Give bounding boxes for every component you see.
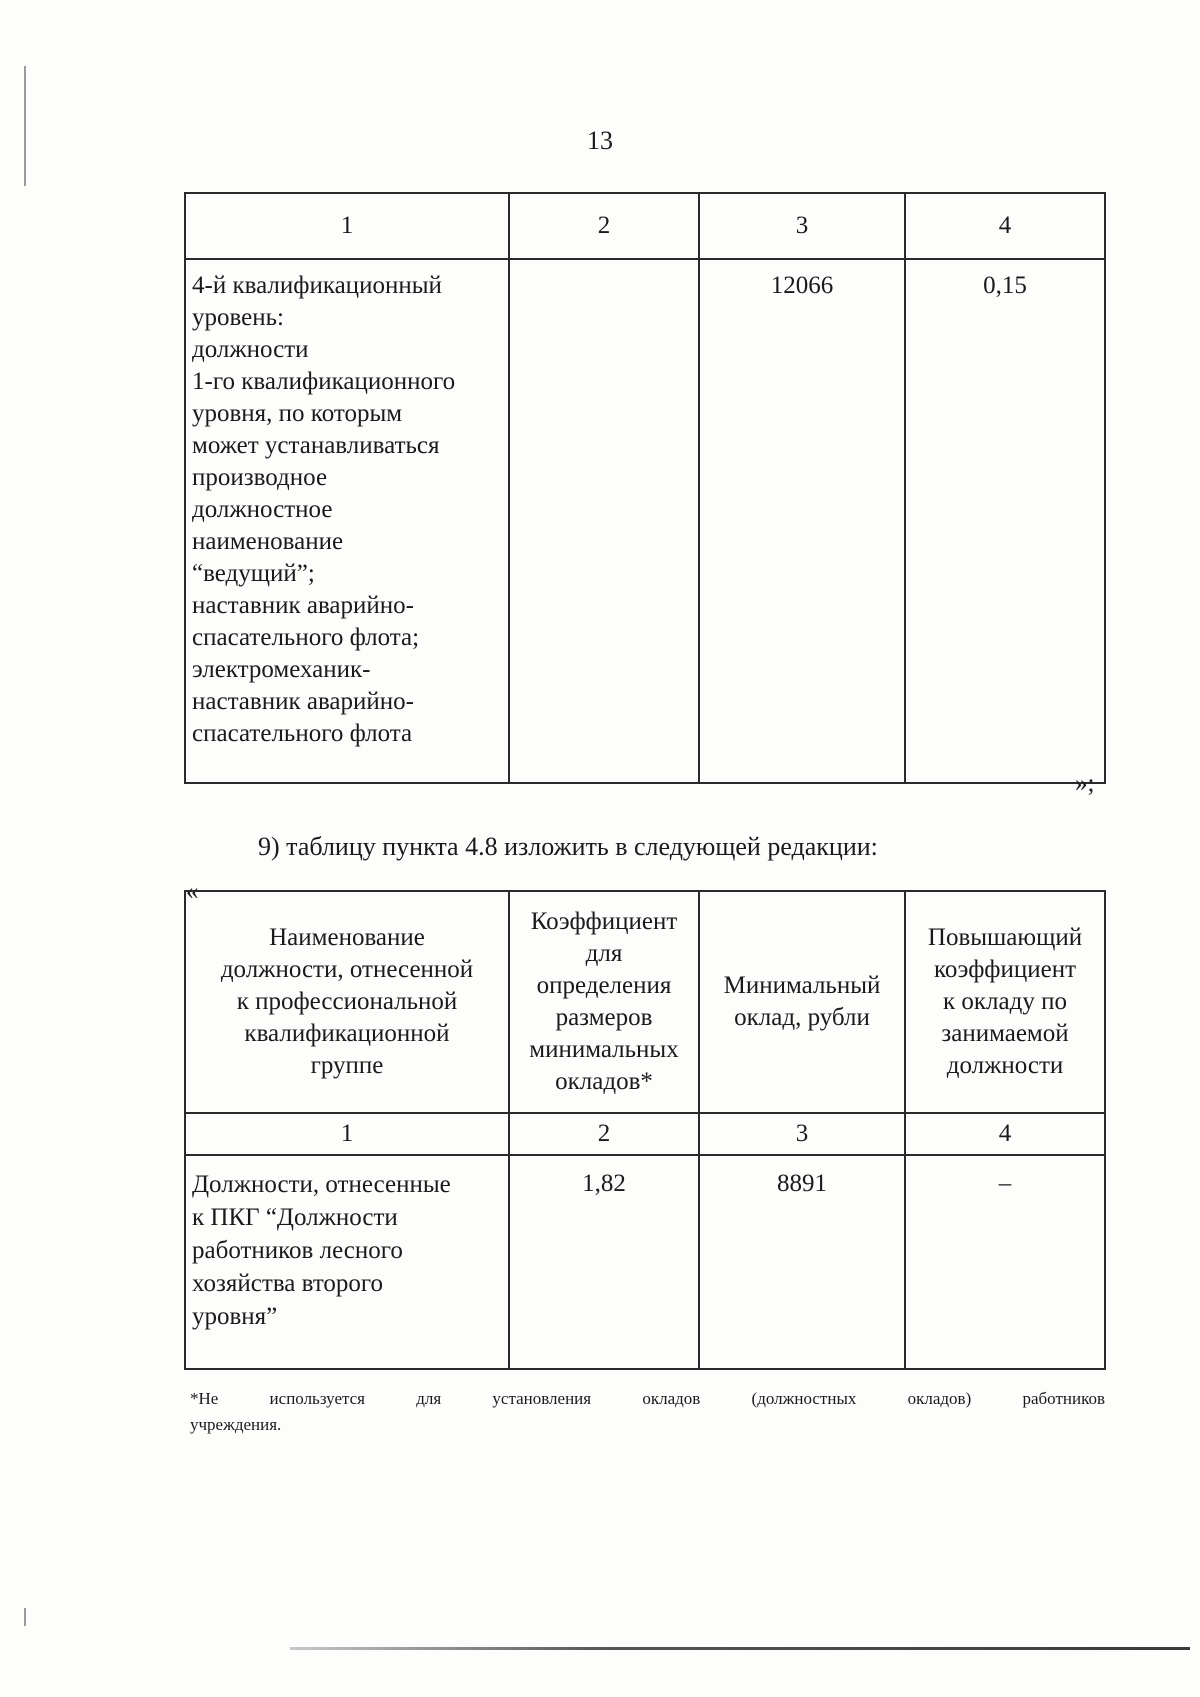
page-number: 13 bbox=[587, 126, 613, 155]
cell-line: наименование bbox=[192, 528, 344, 555]
header-line: должности bbox=[946, 1052, 1064, 1079]
table-row bbox=[185, 259, 1105, 783]
min-salary-cell: 8891 bbox=[699, 1155, 905, 1369]
cell-line: хозяйства второго bbox=[192, 1270, 384, 1297]
coefficient-cell: 1,82 bbox=[509, 1155, 699, 1369]
header-line: определения bbox=[536, 972, 672, 999]
increase-coefficient-cell: 0,15 bbox=[905, 259, 1105, 783]
cell-line: работников лесного bbox=[192, 1237, 403, 1264]
cell-line: спасательного флота; bbox=[192, 624, 420, 651]
cell-line: к ПКГ “Должности bbox=[192, 1204, 398, 1231]
cell-line: “ведущий”; bbox=[192, 560, 315, 587]
position-description-cell bbox=[185, 1155, 509, 1369]
header-line: Минимальный bbox=[723, 972, 881, 999]
opening-quote: « bbox=[186, 878, 199, 905]
cell-line: может устанавливаться bbox=[192, 432, 440, 459]
cell-line: уровня” bbox=[192, 1303, 278, 1330]
scan-margin-line bbox=[24, 1608, 26, 1626]
cell-line: производное bbox=[192, 464, 328, 491]
footnote: *Не используется для установления окладов (должностных окладов) работников bbox=[190, 1389, 1105, 1408]
column-number: 1 bbox=[185, 193, 509, 259]
column-number: 4 bbox=[905, 1113, 1105, 1155]
cell-line: 4-й квалификационный bbox=[192, 272, 442, 299]
column-numbers-row bbox=[185, 1113, 1105, 1155]
scan-bottom-edge bbox=[290, 1647, 1190, 1650]
header-line: к профессиональной bbox=[236, 988, 458, 1015]
column-number: 2 bbox=[509, 1113, 699, 1155]
table-4-8 bbox=[184, 890, 1106, 1370]
cell-line: уровня, по которым bbox=[192, 400, 403, 427]
header-line: минимальных bbox=[529, 1036, 679, 1063]
table-header-row bbox=[185, 891, 1105, 1113]
cell-line: 1-го квалификационного bbox=[192, 368, 456, 395]
table-continued bbox=[184, 192, 1106, 784]
cell-line: Должности, отнесенные bbox=[192, 1171, 451, 1198]
header-line: коэффициент bbox=[933, 956, 1077, 983]
header-coefficient bbox=[509, 891, 699, 1113]
column-number: 4 bbox=[905, 193, 1105, 259]
header-min-salary bbox=[699, 891, 905, 1113]
position-description-cell bbox=[185, 259, 509, 783]
header-line: занимаемой bbox=[941, 1020, 1069, 1047]
cell-line: спасательного флота bbox=[192, 720, 413, 747]
header-increase-coefficient bbox=[905, 891, 1105, 1113]
header-line: должности, отнесенной bbox=[220, 956, 474, 983]
cell-line: электромеханик- bbox=[192, 656, 371, 683]
footnote-continuation: учреждения. bbox=[190, 1415, 282, 1434]
header-line: размеров bbox=[555, 1004, 653, 1031]
cell-line: должности bbox=[192, 336, 309, 363]
header-line: Наименование bbox=[269, 924, 425, 951]
min-salary-cell: 12066 bbox=[699, 259, 905, 783]
column-number: 3 bbox=[699, 1113, 905, 1155]
table-header-row bbox=[185, 193, 1105, 259]
column-number: 3 bbox=[699, 193, 905, 259]
header-line: окладов* bbox=[555, 1068, 653, 1095]
closing-quote: »; bbox=[1075, 770, 1095, 797]
header-line: для bbox=[585, 940, 623, 967]
cell-line: наставник аварийно- bbox=[192, 688, 414, 715]
column-number: 1 bbox=[185, 1113, 509, 1155]
cell-line: наставник аварийно- bbox=[192, 592, 414, 619]
header-line: Коэффициент bbox=[530, 908, 678, 935]
table-row bbox=[185, 1155, 1105, 1369]
increase-coefficient-cell: – bbox=[905, 1155, 1105, 1369]
cell-line: уровень: bbox=[192, 304, 284, 331]
header-line: оклад, рубли bbox=[734, 1004, 870, 1031]
header-line: группе bbox=[310, 1052, 384, 1079]
header-position-name bbox=[185, 891, 509, 1113]
column-number: 2 bbox=[509, 193, 699, 259]
header-line: Повышающий bbox=[927, 924, 1083, 951]
coefficient-cell bbox=[509, 259, 699, 783]
cell-line: должностное bbox=[192, 496, 333, 523]
header-line: к окладу по bbox=[943, 988, 1067, 1015]
header-line: квалификационной bbox=[244, 1020, 450, 1047]
amendment-instruction: 9) таблицу пункта 4.8 изложить в следующей редакции: bbox=[258, 832, 878, 861]
